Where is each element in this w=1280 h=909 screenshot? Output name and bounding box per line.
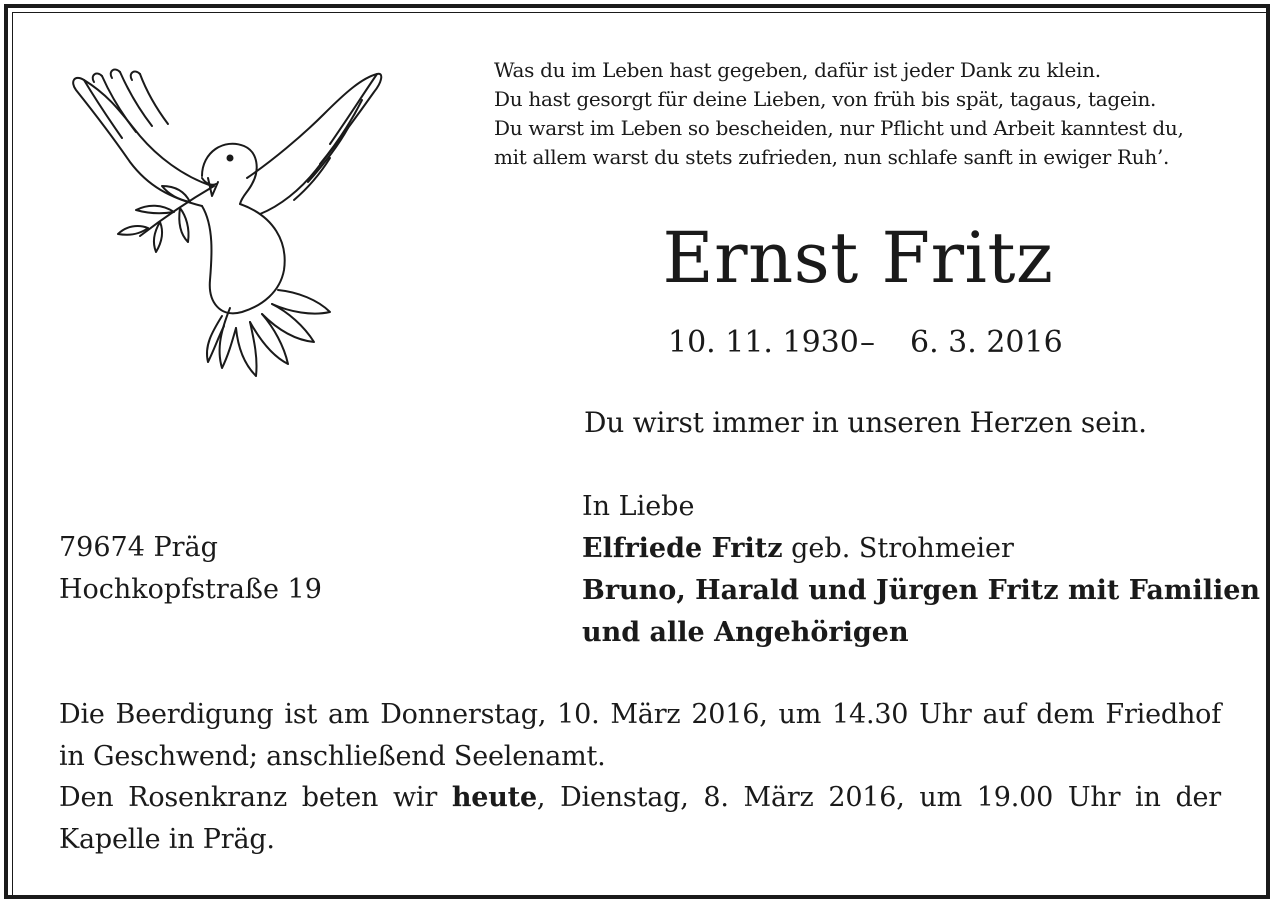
rosary-line	[59, 777, 1221, 819]
rosary-text: , Dienstag, 8. März 2016, um 19.00 Uhr in der	[536, 782, 1222, 813]
birth-date: 10. 11. 1930	[668, 325, 859, 360]
poem	[494, 56, 1184, 172]
mourners-intro: In Liebe	[582, 491, 695, 522]
funeral-line: in Geschwend; anschließend Seelenamt.	[59, 740, 606, 772]
deceased-name: Ernst Fritz	[662, 217, 1054, 299]
spouse-maiden-name: geb. Strohmeier	[782, 533, 1014, 564]
spouse-name: Elfriede Fritz	[582, 533, 783, 564]
rosary-today: heute	[451, 782, 537, 813]
poem-line: Was du im Leben hast gegeben, dafür ist jeder Dank zu klein.	[494, 58, 1101, 82]
date-separator: –	[860, 325, 875, 360]
relatives: und alle Angehörigen	[582, 617, 909, 648]
mourners	[582, 486, 1260, 654]
poem-line: mit allem warst du stets zufrieden, nun schlafe sanft in ewiger Ruh’.	[494, 145, 1170, 169]
address-street: Hochkopfstraße 19	[59, 574, 322, 605]
spouse-line	[582, 528, 1260, 570]
rosary-location: Kapelle in Präg.	[59, 823, 275, 855]
address-city: 79674 Präg	[59, 532, 218, 563]
death-date: 6. 3. 2016	[910, 325, 1063, 360]
relatives-line	[582, 612, 1260, 654]
poem-line: Du hast gesorgt für deine Lieben, von früh bis spät, tagaus, tagein.	[494, 87, 1157, 111]
motto: Du wirst immer in unseren Herzen sein.	[584, 406, 1147, 439]
children-names: Bruno, Harald und Jürgen Fritz mit Familien	[582, 575, 1261, 606]
children-line	[582, 570, 1260, 612]
address	[59, 527, 322, 611]
funeral-line: Die Beerdigung ist am Donnerstag, 10. März 2016, um 14.30 Uhr auf dem Friedhof	[59, 699, 1221, 730]
rosary-text: Den Rosenkranz beten wir	[59, 782, 452, 813]
poem-line: Du warst im Leben so bescheiden, nur Pflicht und Arbeit kanntest du,	[494, 116, 1184, 140]
funeral-notice	[59, 694, 1221, 860]
